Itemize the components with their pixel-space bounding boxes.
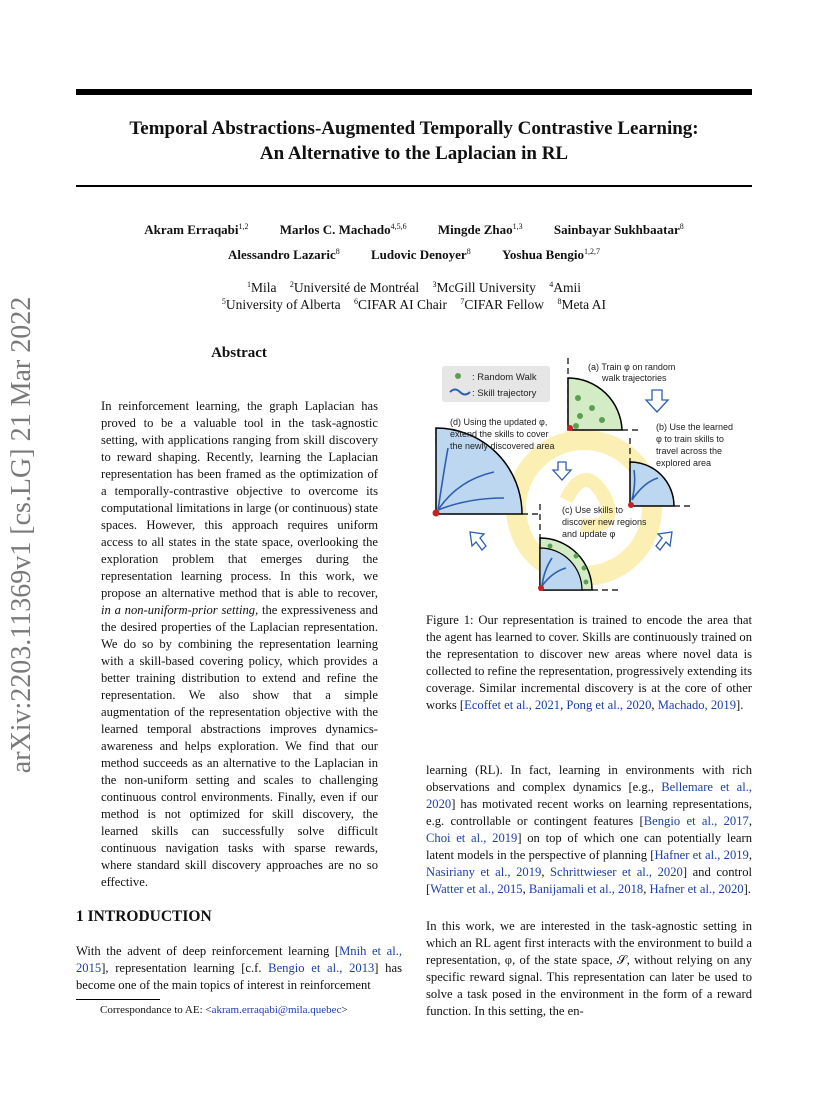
citation-link[interactable]: Bellemare et al., 2020 bbox=[426, 780, 752, 811]
author: Marlos C. Machado$^{4,5,6}$ bbox=[279, 222, 407, 237]
title-top-rule bbox=[76, 89, 752, 95]
author: Yoshua Bengio$^{1,2,7}$ bbox=[501, 247, 600, 262]
author-row-2 bbox=[76, 247, 752, 263]
affiliation: $^8$Meta AI bbox=[557, 297, 607, 312]
paper-title bbox=[76, 116, 752, 166]
author: Ludovic Denoyer$^8$ bbox=[371, 247, 471, 262]
citation-link[interactable]: Bengio et al., 2013 bbox=[268, 961, 375, 975]
figure-1-diagram bbox=[426, 350, 756, 600]
author: Akram Erraqabi$^{1,2}$ bbox=[144, 222, 249, 237]
label-c-line3: and update φ bbox=[562, 529, 616, 539]
citation-link[interactable]: Pong et al., 2020 bbox=[566, 698, 652, 712]
arxiv-stamp-text: arXiv:2203.11369v1 [cs.LG] 21 Mar 2022 bbox=[6, 296, 37, 774]
legend-box bbox=[442, 366, 550, 402]
title-line-2: An Alternative to the Laplacian in RL bbox=[259, 143, 569, 164]
citation-link[interactable]: Watter et al., 2015 bbox=[430, 882, 523, 896]
citation-link[interactable]: Choi et al., 2019 bbox=[426, 831, 518, 845]
citation-link[interactable]: Hafner et al., 2020 bbox=[649, 882, 744, 896]
citation-link[interactable]: Banijamali et al., 2018 bbox=[528, 882, 644, 896]
label-b-line4: explored area bbox=[656, 458, 712, 468]
affiliation: $^3$McGill University bbox=[432, 280, 536, 295]
label-d-line3: the newly discovered area bbox=[450, 441, 555, 451]
figure-1-svg bbox=[426, 350, 756, 600]
stage-b bbox=[628, 422, 733, 508]
legend-skill-trajectory: : Skill trajectory bbox=[472, 388, 537, 399]
label-b-line3: travel across the bbox=[656, 446, 723, 456]
affiliation: $^4$Amii bbox=[549, 280, 581, 295]
label-c-line1: (c) Use skills to bbox=[562, 505, 624, 515]
author: Mingde Zhao$^{1,3}$ bbox=[437, 222, 523, 237]
label-d-line1: (d) Using the updated φ, bbox=[450, 417, 548, 427]
title-bottom-rule bbox=[76, 185, 752, 187]
author: Sainbayar Sukhbaatar$^8$ bbox=[553, 222, 684, 237]
affiliation: $^7$CIFAR Fellow bbox=[460, 297, 545, 312]
citation-link[interactable]: Schrittwieser et al., 2020 bbox=[550, 865, 683, 879]
stage-a bbox=[567, 358, 675, 431]
figure-1-caption: Figure 1: Our representation is trained to encode the area that the agent has learned to cover. Skills are continuously trained on the representation to discover new areas where novel data is collected to refine the representation, progressively extending its coverage. Similar incremental discovery is at the core of other works [Ecoffet et al., 2021, Pong et al., 2020, Machado, 2019]. bbox=[426, 613, 752, 712]
citation-link[interactable]: Machado, 2019 bbox=[657, 698, 737, 712]
email-link[interactable]: akram.erraqabi@mila.quebec bbox=[211, 1004, 342, 1016]
title-line-1: Temporal Abstractions-Augmented Temporally Contrastive Learning: bbox=[129, 118, 699, 139]
legend-random-walk: : Random Walk bbox=[472, 372, 537, 383]
footnote: Correspondance to AE: <akram.erraqabi@mila.quebec> bbox=[100, 1004, 348, 1016]
affiliation: $^1$Mila bbox=[247, 280, 277, 295]
right-column-paragraph-1: learning (RL). In fact, learning in environments with rich observations and complex dynamics [e.g., Bellemare et al., 2020] has motivated recent works on learning representations, e.g. controllable or contingent features [Bengio et al., 2017, Choi et al., 2019] on top of which one can potentially learn latent models in the perspective of planning [Hafner et al., 2019, Nasiriany et al., 2019, Schrittwieser et al., 2020] and control [Watter et al., 2015, Banijamali et al., 2018, Hafner et al., 2020]. bbox=[426, 763, 752, 896]
arxiv-identifier-stamp bbox=[2, 290, 42, 780]
affiliations-row-2 bbox=[76, 297, 752, 313]
author: Alessandro Lazaric$^8$ bbox=[228, 247, 340, 262]
label-c-line2: discover new regions bbox=[562, 517, 647, 527]
citation-link[interactable]: Nasiriany et al., 2019 bbox=[426, 865, 542, 879]
author-row-1 bbox=[76, 222, 752, 238]
label-a-line2: walk trajectories bbox=[602, 373, 667, 383]
label-b-line2: φ to train skills to bbox=[656, 434, 724, 444]
section-heading-introduction: 1 INTRODUCTION bbox=[76, 908, 212, 925]
right-column-paragraph-2: In this work, we are interested in the task-agnostic setting in which an RL agent first interacts with the environment to build a representation, φ, of the state space, 𝒮, without relying on any specific reward signal. This representation can later be used to solve a task posed in the environment in the form of a reward function. In this setting, the en- bbox=[426, 919, 752, 1018]
affiliations-row-1 bbox=[76, 280, 752, 296]
citation-link[interactable]: Ecoffet et al., 2021 bbox=[464, 698, 561, 712]
abstract-heading: Abstract bbox=[211, 345, 267, 361]
affiliation: $^6$CIFAR AI Chair bbox=[354, 297, 448, 312]
citation-link[interactable]: Bengio et al., 2017 bbox=[643, 814, 749, 828]
affiliation: $^2$Université de Montréal bbox=[289, 280, 420, 295]
label-a-line1: (a) Train φ on random bbox=[588, 362, 676, 372]
footnote-rule bbox=[76, 999, 160, 1000]
intro-paragraph: With the advent of deep reinforcement learning [Mnih et al., 2015], representation learning [c.f. Bengio et al., 2013] has become one of the main topics of interest in reinforcement bbox=[76, 944, 403, 992]
random-walk-icon bbox=[455, 373, 461, 379]
abstract-text: In reinforcement learning, the graph Laplacian has proved to be a valuable tool in the task-agnostic setting, with applications ranging from skill discovery to reward shaping. Recently, learning the Laplacian representation has been framed as the optimization of a temporally-contrastive objective to overcome its computational limitations in large (or continuous) state spaces. However, this approach requires uniform access to all states in the state space, overlooking the exploration problem that emerges during the representation learning process. In this work, we propose an alternative method that is able to recover, in a non-uniform-prior setting, the expressiveness and the desired properties of the Laplacian representation. We do so by combining the representation learning with a skill-based covering policy, which provides a better training distribution to extend and refine the representation. We also show that a simple augmentation of the representation objective with the learned temporal abstractions improves dynamics-awareness and helps exploration. We find that our method succeeds as an alternative to the Laplacian in the non-uniform setting and scales to challenging continuous control environments. Finally, even if our method is not optimized for skill discovery, the learned skills can successfully solve difficult continuous navigation tasks with sparse rewards, where standard skill discovery approaches are no so effective. bbox=[101, 399, 378, 889]
citation-link[interactable]: Hafner et al., 2019 bbox=[654, 848, 749, 862]
citation-link[interactable]: Mnih et al., 2015 bbox=[76, 944, 403, 975]
affiliation: $^5$University of Alberta bbox=[221, 297, 341, 312]
label-b-line1: (b) Use the learned bbox=[656, 422, 734, 432]
label-d-line2: extend the skills to cover bbox=[450, 429, 549, 439]
